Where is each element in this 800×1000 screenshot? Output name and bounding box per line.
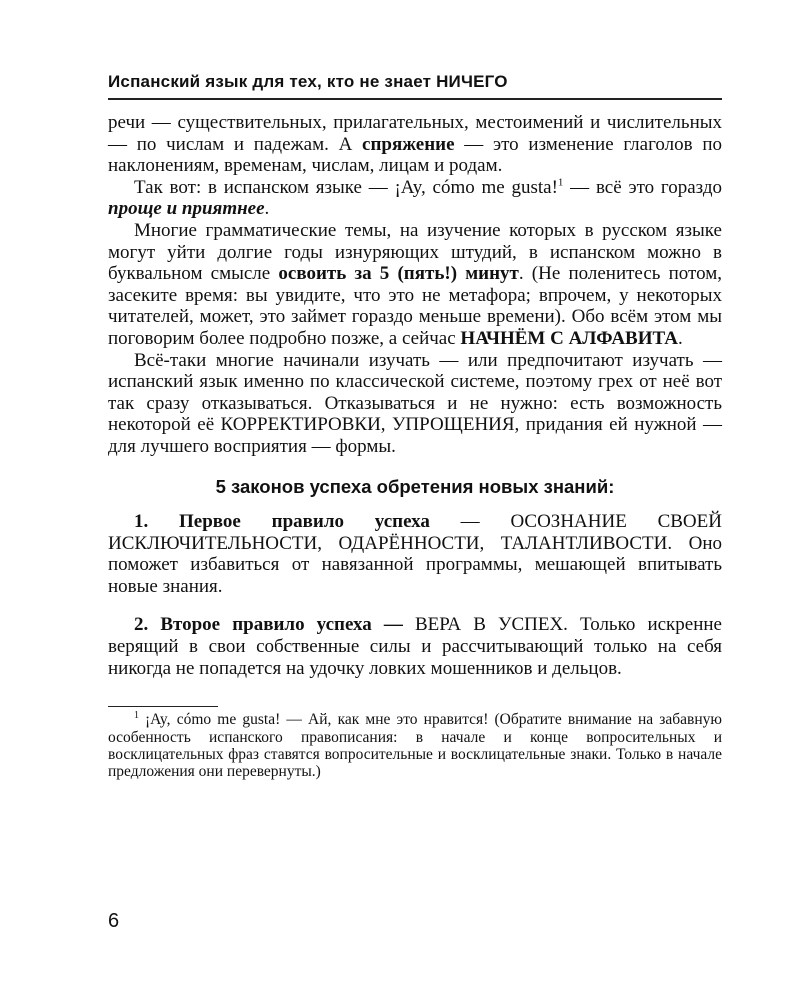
paragraph-2-text-a: Так вот: в испанском языке — ¡Ay, cómo me gusta! — [134, 176, 558, 198]
page-number: 6 — [108, 910, 120, 932]
rule-1-text: — ОСОЗНАНИЕ СВОЕЙ ИСКЛЮЧИТЕЛЬНОСТИ, ОДАРЁННОСТИ, ТАЛАНТЛИВОСТИ. Оно поможет избавиться от навязанной программы, мешающей впитывать новые знания. — [108, 511, 722, 597]
book-page — [108, 72, 722, 972]
paragraph-3-text-e: . — [677, 327, 683, 349]
rule-1 — [108, 511, 722, 597]
footnote — [108, 711, 722, 781]
paragraph-3-text-a: Многие грамматические темы, на изучение которых в русском языке могут уйти долгие годы изнуряющих штудий, в испанском можно в буквальном смысле — [108, 219, 722, 285]
paragraph-2-text-b: — всё это гораздо — [563, 176, 722, 198]
paragraph-1-text-a: речи — существительных, прилагательных, местоимений и числительных — по числам и падежам. А — [108, 112, 722, 155]
running-head: Испанский язык для тех, кто не знает НИЧЕГО — [108, 72, 722, 100]
rule-1-label: 1. Первое правило успеха — [134, 511, 430, 533]
term-conjugation: спряжение — [362, 133, 455, 155]
paragraph-2 — [108, 177, 722, 220]
body-text — [108, 112, 722, 679]
paragraph-1-text-c: — это изменение глаголов по наклонениям, временам, числам, лицам и родам. — [108, 133, 723, 177]
emphasis-alphabet: НАЧНЁМ С АЛФАВИТА — [460, 327, 678, 349]
emphasis-five-minutes: освоить за 5 (пять!) минут — [278, 263, 519, 285]
emphasis-simpler: проще и приятнее — [108, 198, 265, 220]
footnote-reference: 1 — [557, 176, 564, 189]
section-heading: 5 законов успеха обретения новых знаний: — [215, 475, 615, 497]
rule-2 — [108, 614, 722, 679]
rule-2-label: 2. Второе правило успеха — — [134, 614, 403, 636]
paragraph-4 — [108, 350, 722, 458]
paragraph-3-text-c: . (Не поленитесь потом, засеките время: вы увидите, что это не метафора; впрочем, у некоторых читателей, может, это займет гораздо меньше времени). Обо всём этом мы поговорим более подробно позже, а сейчас — [108, 263, 722, 349]
footnote-marker: 1 — [134, 710, 139, 722]
rule-2-text: ВЕРА В УСПЕХ. Только искренне верящий в свои собственные силы и рассчитывающий только на себя никогда не попадется на удочку ловких мошенников и дельцов. — [108, 614, 722, 679]
footnote-text: ¡Ay, cómo me gusta! — Ай, как мне это нравится! (Обратите внимание на забавную особенность испанского правописания: в начале и конце вопросительных и восклицательных фраз ставятся вопросительные и восклицательные знаки. Только в начале предложения они перевернуты.) — [108, 711, 722, 781]
paragraph-3 — [108, 220, 722, 350]
paragraph-4-text: Всё-таки многие начинали изучать — или предпочитают изучать — испанский язык именно по классической системе, поэтому грех от неё вот так сразу отказываться. Отказываться и не нужно: есть возможность некоторой её КОРРЕКТИРОВКИ, УПРОЩЕНИЯ, придания ей нужной — для лучшего восприятия — формы. — [108, 349, 722, 457]
paragraph-1 — [108, 112, 722, 177]
paragraph-2-text-d: . — [264, 198, 270, 220]
footnote-divider — [108, 706, 218, 707]
